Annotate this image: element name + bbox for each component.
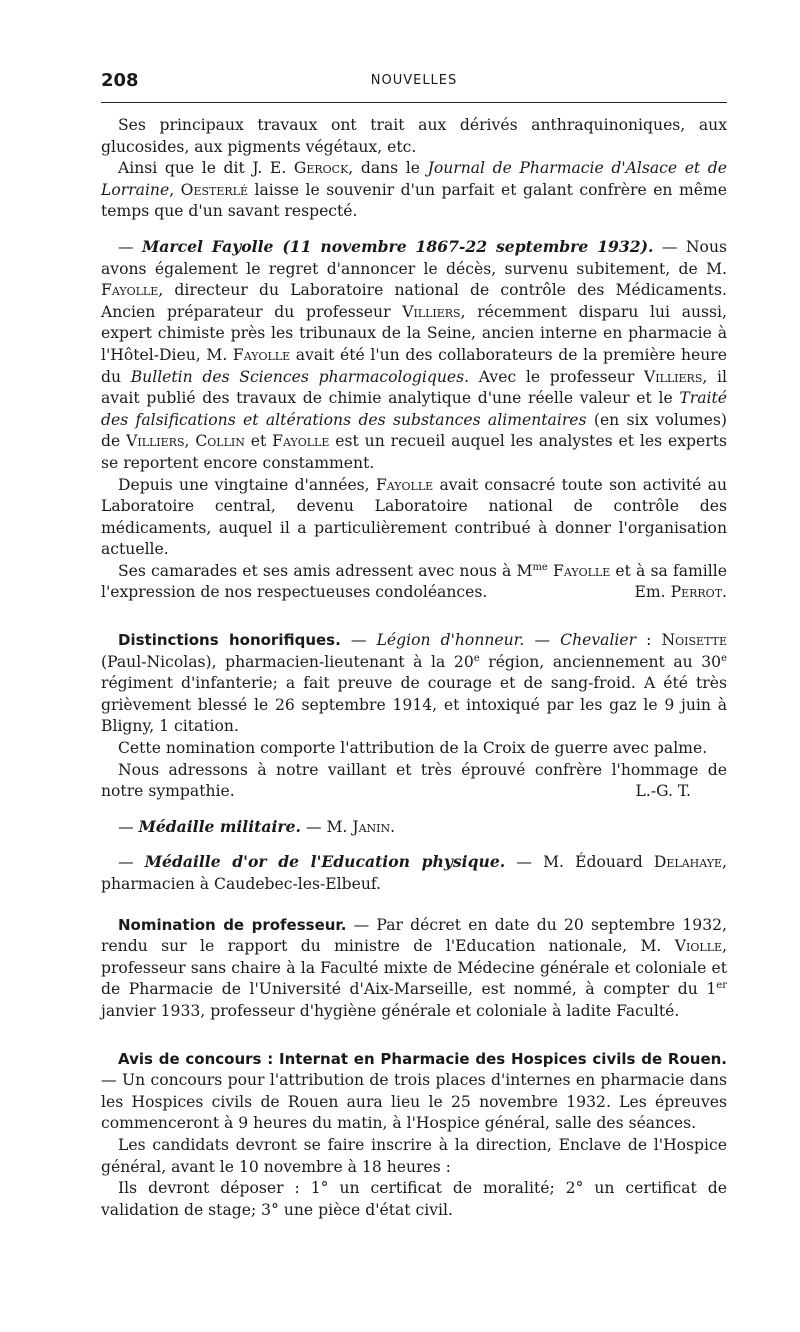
person-name: Fayolle [553, 561, 611, 580]
journal-title: Bulletin des Sciences pharmacologiques [130, 367, 465, 386]
person-name: Gerock [293, 159, 349, 178]
signature: Em. Perrot. [634, 583, 727, 602]
page-number: 208 [101, 70, 139, 91]
concours-paragraph: Les candidats devront se faire inscrire à la direction, Enclave de l'Hospice général, avant le 10 novembre à 18 heures : [101, 1135, 727, 1176]
page-header [101, 70, 727, 100]
obituary-paragraph: Ainsi que le dit J. E. Gerock, dans le Journal de Pharmacie d'Alsace et de Lorraine, Oesterlé laisse le souvenir d'un parfait et galant confrère en même temps que d'un savant respecté. [101, 159, 728, 221]
obituary-heading: Marcel Fayolle (11 novembre 1867-22 septembre 1932). [142, 236, 654, 256]
section-heading: Distinctions honorifiques. [118, 631, 341, 650]
article-body [101, 115, 727, 1221]
medaille-militaire: — Médaille militaire. — M. Janin. [118, 816, 396, 836]
distinctions-paragraph: Nous adressons à notre vaillant et très éprouvé confrère l'hommage de notre sympathie. L.-G. T. [101, 760, 727, 803]
concours-section: Avis de concours : Internat en Pharmacie des Hospices civils de Rouen. — Un concours pour l'attribution de trois places d'internes en pharmacie dans les Hospices civils de Rouen aura lieu le 25 novembre 1932. Les épreuves commenceront à 9 heures du matin, à l'Hospice général, salle des séances. [101, 1049, 727, 1133]
obituary-paragraph: Ses principaux travaux ont trait aux dérivés anthraquinoniques, aux glucosides, aux pigments végétaux, etc. [101, 116, 727, 156]
person-name: Fayolle [232, 345, 291, 364]
obituary-fayolle: — Marcel Fayolle (11 novembre 1867-22 septembre 1932). — Nous avons également le regret d'annoncer le décès, survenu subitement, de M. Fayolle, directeur du Laboratoire national de contrôle des Médicaments. Ancien préparateur du professeur Villiers, récemment disparu lui aussi, expert chimiste près les tribunaux de la Seine, ancien interne en pharmacie à l'Hôtel-Dieu, M. Fayolle avait été l'un des collaborateurs de la première heure du Bulletin des Sciences pharmacologiques. Avec le professeur Villiers, il avait publié des travaux de chimie analytique d'une réelle valeur et le Traité des falsifications et altérations des substances alimentaires (en six volumes) de Villiers, Collin et Fayolle est un recueil auquel les analystes et les experts se reportent encore constamment. [101, 236, 728, 472]
obituary-paragraph: Depuis une vingtaine d'années, Fayolle avait consacré toute son activité au Laboratoire central, devenu Laboratoire national de contrôle des médicaments, auquel il a particulièrement contribué à donner l'organisation actuelle. [101, 475, 727, 559]
person-name: Fayolle [375, 475, 434, 494]
header-rule [101, 102, 727, 103]
distinctions-section: Distinctions honorifiques. — Légion d'honneur. — Chevalier : Noisette (Paul-Nicolas), pharmacien-lieutenant à la 20e région, anciennement au 30e régiment d'infanterie; a fait preuve de courage et de sang-froid. A été très grièvement blessé le 26 septembre 1914, et intoxiqué par les gaz le 9 juin à Bligny, 1 citation. [101, 631, 727, 736]
signature: L.-G. T. [635, 782, 691, 801]
person-name: Noisette [661, 631, 727, 650]
concours-paragraph: Ils devront déposer : 1° un certificat de moralité; 2° un certificat de validation de stage; 3° une pièce d'état civil. [101, 1179, 727, 1219]
person-name: Villiers [643, 367, 703, 386]
person-name: Fayolle [101, 281, 159, 300]
section-heading: Nomination de professeur. [118, 915, 347, 934]
person-name: Villiers [126, 432, 185, 451]
section-heading: Avis de concours : Internat en Pharmacie des Hospices civils de Rouen. [118, 1049, 727, 1068]
person-name: Fayolle [272, 432, 330, 451]
distinctions-paragraph: Cette nomination comporte l'attribution de la Croix de guerre avec palme. [118, 739, 708, 758]
person-name: Janin. [352, 817, 396, 836]
nomination-section: Nomination de professeur. — Par décret en date du 20 septembre 1932, rendu sur le rapport du ministre de l'Education nationale, M. Violle, professeur sans chaire à la Faculté mixte de Médecine générale et coloniale et de Pharmacie de l'Université d'Aix-Marseille, est nommé, à compter du 1er janvier 1933, professeur d'hygiène générale et coloniale à ladite Faculté. [101, 915, 727, 1020]
medaille-or: — Médaille d'or de l'Education physique. — M. Édouard Delahaye, pharmacien à Caudebec-les-Elbeuf. [101, 852, 727, 893]
person-name: Violle [674, 937, 723, 956]
journal-title: Journal de Pharmacie d'Alsace et de Lorraine [101, 159, 728, 199]
running-head: NOUVELLES [370, 73, 458, 88]
obituary-paragraph: Ses camarades et ses amis adressent avec nous à $M^{me}$ Fayolle et à sa famille l'expression de nos respectueuses condoléances. Em. Perrot. [101, 561, 727, 604]
person-name: Delahaye [653, 853, 723, 872]
person-name: Oesterlé [180, 180, 249, 199]
person-name: Villiers [402, 302, 461, 321]
book-title: Traité des falsifications et altérations des substances alimentaires [101, 389, 727, 429]
person-name: Collin [195, 432, 245, 451]
